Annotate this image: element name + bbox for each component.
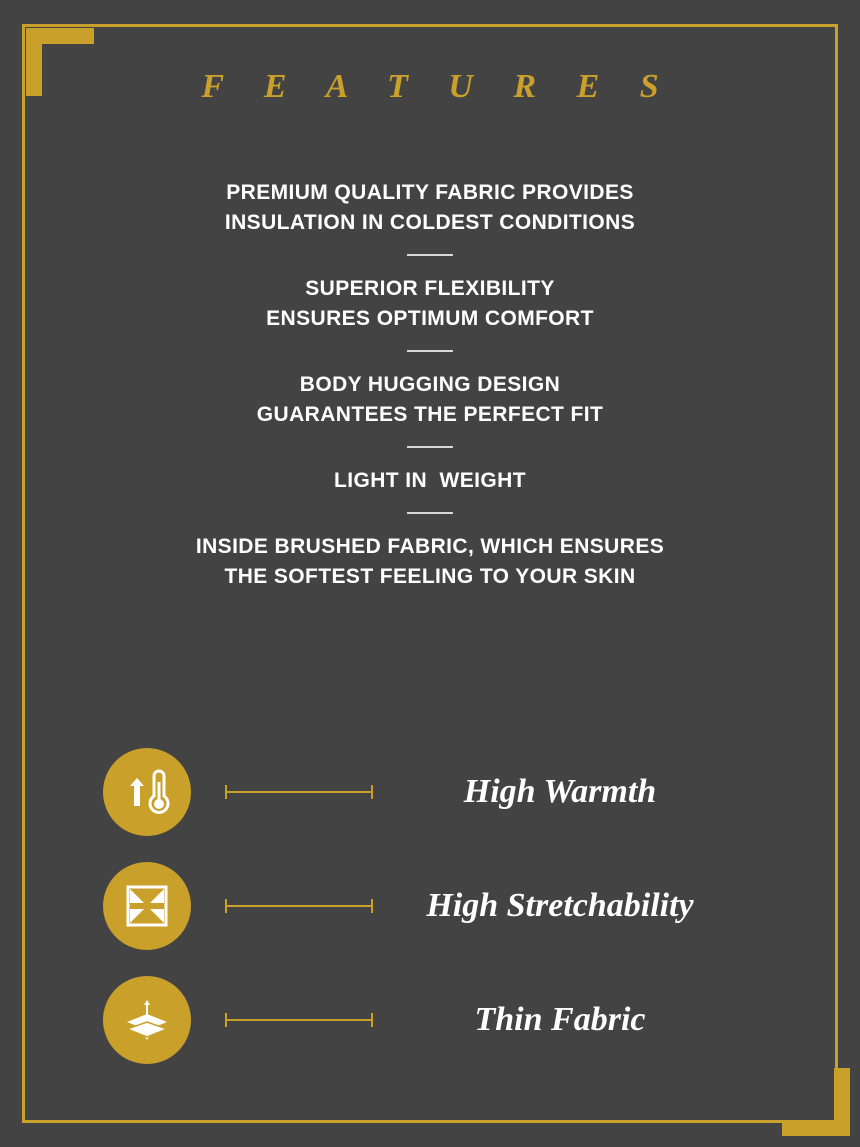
connector-line — [225, 905, 373, 907]
feature-text-line: BODY HUGGING DESIGN — [299, 373, 561, 396]
feature-item — [0, 178, 860, 238]
feature-divider — [407, 254, 453, 256]
feature-text-line: ENSURES OPTIMUM COMFORT — [266, 307, 594, 330]
fabric-layers-thickness-icon — [103, 976, 191, 1064]
feature-text-line: THE SOFTEST FEELING TO YOUR SKIN — [224, 565, 636, 588]
feature-divider — [407, 350, 453, 352]
thermometer-up-icon — [103, 748, 191, 836]
icon-feature-label: High Stretchability — [426, 887, 694, 924]
connector-line — [225, 791, 373, 793]
icon-feature-label: Thin Fabric — [474, 1001, 646, 1038]
icon-feature-row — [0, 735, 860, 849]
feature-text-line: GUARANTEES THE PERFECT FIT — [256, 403, 604, 426]
frame-border-bottom — [22, 1120, 838, 1123]
feature-item — [0, 274, 860, 334]
feature-list — [0, 178, 860, 592]
connector-line — [225, 1019, 373, 1021]
feature-item — [0, 532, 860, 592]
feature-item — [0, 370, 860, 430]
feature-text-line: SUPERIOR FLEXIBILITY — [305, 277, 555, 300]
feature-text-line: INSULATION IN COLDEST CONDITIONS — [224, 211, 636, 234]
icon-feature-row — [0, 849, 860, 963]
feature-divider — [407, 512, 453, 514]
feature-text-line: PREMIUM QUALITY FABRIC PROVIDES — [226, 181, 634, 204]
icon-feature-row — [0, 963, 860, 1077]
feature-item — [0, 466, 860, 496]
feature-divider — [407, 446, 453, 448]
frame-border-top — [22, 24, 838, 27]
four-way-stretch-arrows-icon — [103, 862, 191, 950]
icon-feature-list — [0, 735, 860, 1077]
feature-text-line: INSIDE BRUSHED FABRIC, WHICH ENSURES — [195, 535, 665, 558]
feature-text-line: LIGHT IN WEIGHT — [334, 469, 526, 492]
icon-feature-label: High Warmth — [463, 773, 657, 810]
corner-accent-bottom-right — [782, 1068, 850, 1136]
page-title: F E A T U R E S — [201, 68, 675, 105]
